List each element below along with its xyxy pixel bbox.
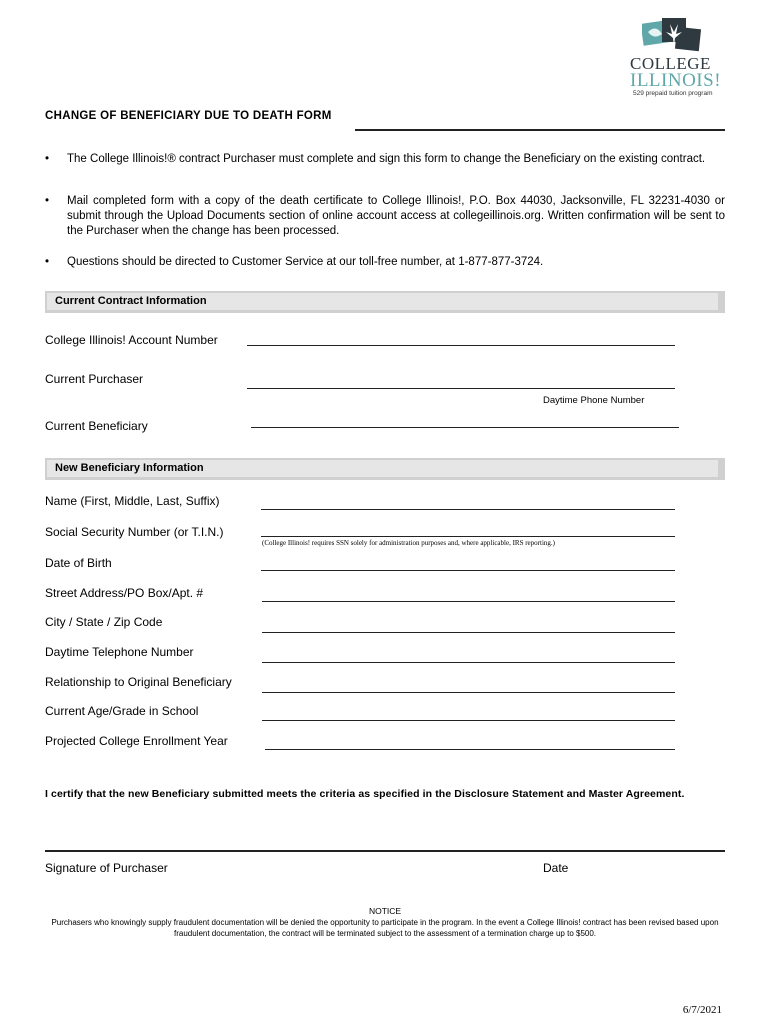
footer-date: 6/7/2021 xyxy=(682,1004,722,1016)
street-address-field[interactable] xyxy=(262,601,675,602)
bullet-marker: • xyxy=(45,256,50,268)
current-contract-section-header xyxy=(45,291,725,313)
street-address-label: Street Address/PO Box/Apt. # xyxy=(45,586,204,600)
current-beneficiary-field[interactable] xyxy=(251,427,679,428)
age-grade-field[interactable] xyxy=(262,720,675,721)
daytime-telephone-label: Daytime Telephone Number xyxy=(45,645,194,659)
section-heading: New Beneficiary Information xyxy=(47,460,718,477)
logo-college-text: COLLEGE xyxy=(630,54,711,73)
age-grade-label: Current Age/Grade in School xyxy=(45,704,199,718)
name-field[interactable] xyxy=(261,509,675,510)
enrollment-year-field[interactable] xyxy=(265,749,675,750)
notice-title: NOTICE xyxy=(368,906,402,916)
bullet-item-2: Mail completed form with a copy of the death certificate to College Illinois!, P.O. Box 44030, Jacksonville, FL 32231-4030 or submit through the Upload Documents section of online account access at collegeillinois.org. Written confirmation will be sent to the Purchaser when the change has been processed. xyxy=(67,195,725,237)
bullet-marker: • xyxy=(45,153,50,165)
account-number-field[interactable] xyxy=(247,345,675,346)
account-number-label: College Illinois! Account Number xyxy=(45,333,218,347)
current-beneficiary-label: Current Beneficiary xyxy=(45,419,148,433)
bullet-item-3: Questions should be directed to Customer Service at our toll-free number, at 1-877-877-3724. xyxy=(67,256,544,268)
name-label: Name (First, Middle, Last, Suffix) xyxy=(45,494,220,508)
date-of-birth-field[interactable] xyxy=(261,570,675,571)
current-purchaser-label: Current Purchaser xyxy=(45,372,144,386)
signature-label: Signature of Purchaser xyxy=(45,861,168,875)
date-label: Date xyxy=(543,861,569,875)
notice-text: Purchasers who knowingly supply fraudulent documentation will be denied the opportunity to participate in the program. In the event a College Illinois! contract has been revised based upon fraudulent documentation, the contract will be terminated subject to the assessment of a termination charge up to $500. xyxy=(51,918,719,938)
bullet-marker: • xyxy=(45,195,50,207)
section-heading: Current Contract Information xyxy=(47,293,718,310)
page-title: CHANGE OF BENEFICIARY DUE TO DEATH FORM xyxy=(45,110,332,122)
city-state-zip-field[interactable] xyxy=(262,632,675,633)
title-divider xyxy=(355,129,725,131)
relationship-field[interactable] xyxy=(262,692,675,693)
daytime-telephone-field[interactable] xyxy=(262,662,675,663)
logo-illinois-text: ILLINOIS! xyxy=(630,70,722,91)
ssn-field[interactable] xyxy=(261,536,675,537)
new-beneficiary-section-header xyxy=(45,458,725,480)
ssn-note: (College Illinois! requires SSN solely for administration purposes and, where applicable, IRS reporting.) xyxy=(262,539,555,547)
logo-tagline: 529 prepaid tuition program xyxy=(633,90,713,97)
bullet-item-1: The College Illinois!® contract Purchaser must complete and sign this form to change the Beneficiary on the existing contract. xyxy=(67,153,706,165)
logo-emblem-icon xyxy=(642,18,704,56)
date-of-birth-label: Date of Birth xyxy=(45,556,112,570)
relationship-label: Relationship to Original Beneficiary xyxy=(45,675,232,689)
signature-field[interactable] xyxy=(45,850,725,852)
ssn-label: Social Security Number (or T.I.N.) xyxy=(45,525,224,539)
enrollment-year-label: Projected College Enrollment Year xyxy=(45,734,228,748)
daytime-phone-sublabel: Daytime Phone Number xyxy=(543,395,645,406)
current-purchaser-field[interactable] xyxy=(247,388,675,389)
college-illinois-logo xyxy=(628,18,728,100)
city-state-zip-label: City / State / Zip Code xyxy=(45,615,163,629)
certification-statement: I certify that the new Beneficiary submitted meets the criteria as specified in the Disclosure Statement and Master Agreement. xyxy=(45,788,685,800)
